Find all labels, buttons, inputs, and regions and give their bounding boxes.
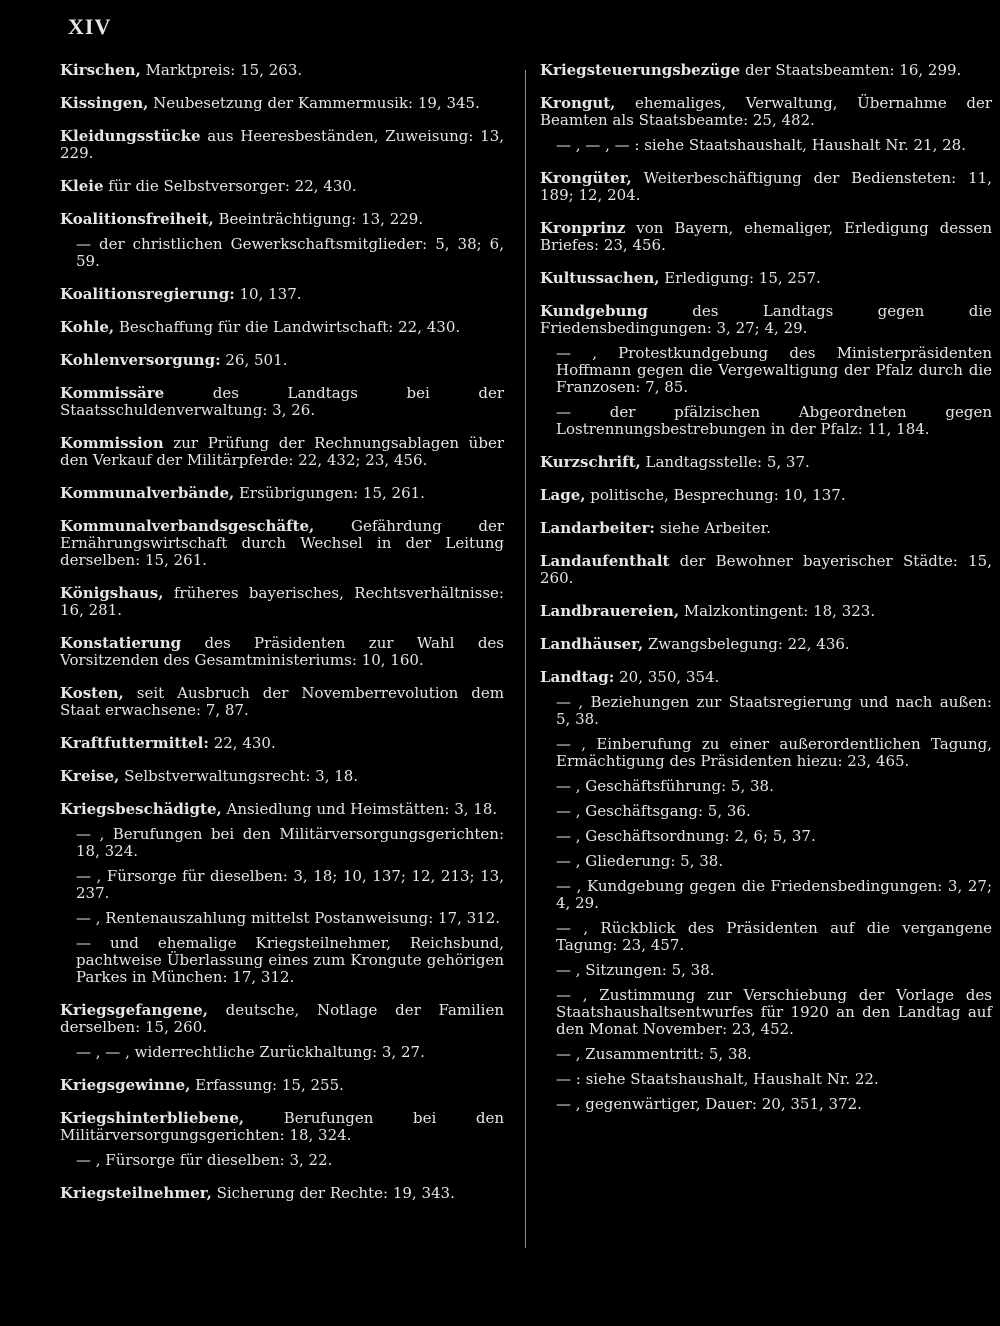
entry-text: — , Gliederung: 5, 38.	[556, 852, 724, 870]
entry-text: — , Protestkundgebung des Ministerpräsidenten Hoffmann gegen die Vergewaltigung der Pfalz durch die Franzosen: 7, 85.	[556, 344, 992, 396]
index-subentry	[540, 828, 992, 845]
entry-gap	[60, 270, 504, 286]
entry-text: siehe Arbeiter.	[654, 519, 771, 537]
entry-gap	[60, 569, 504, 585]
entry-gap	[540, 438, 992, 454]
entry-text: des Landtags bei der Staatsschuldenverwaltung: 3, 26.	[60, 384, 504, 419]
index-subentry	[540, 1046, 992, 1063]
index-entry	[60, 95, 504, 112]
entry-gap	[60, 303, 504, 319]
index-entry	[60, 768, 504, 785]
entry-text: — der pfälzischen Abgeordneten gegen Lostrennungsbestrebungen in der Pfalz: 11, 184.	[556, 403, 992, 438]
entry-text: — , Geschäftsführung: 5, 38.	[556, 777, 774, 795]
entry-gap	[60, 469, 504, 485]
entry-headword: Kleie	[60, 177, 104, 195]
index-entry	[60, 485, 504, 502]
index-entry	[540, 303, 992, 337]
index-subentry	[60, 935, 504, 986]
entry-headword: Kosten,	[60, 684, 124, 702]
entry-text: Malzkontingent: 18, 323.	[679, 602, 876, 620]
entry-gap	[60, 112, 504, 128]
index-column-left	[60, 62, 504, 1202]
index-entry	[540, 487, 992, 504]
entry-gap	[60, 986, 504, 1002]
entry-headword: Krongut,	[540, 94, 616, 112]
index-subentry	[540, 778, 992, 795]
entry-text: — , Zustimmung zur Verschiebung der Vorlage des Staatshaushaltsentwurfes für 1920 an den Landtag auf den Monat November: 23, 452.	[556, 986, 992, 1038]
index-subentry	[540, 404, 992, 438]
entry-text: Ansiedlung und Heimstätten: 3, 18.	[221, 800, 498, 818]
entry-headword: Königshaus,	[60, 584, 164, 602]
entry-text: Landtagsstelle: 5, 37.	[640, 453, 810, 471]
index-subentry	[540, 137, 992, 154]
index-entry	[60, 1077, 504, 1094]
entry-text: — , Geschäftsgang: 5, 36.	[556, 802, 751, 820]
entry-gap	[540, 254, 992, 270]
index-subentry	[540, 803, 992, 820]
index-entry	[60, 585, 504, 619]
entry-text: deutsche, Notlage der Familien derselben: 15, 260.	[60, 1001, 504, 1036]
index-entry	[60, 385, 504, 419]
index-entry	[60, 735, 504, 752]
index-subentry	[60, 868, 504, 902]
entry-text: für die Selbstversorger: 22, 430.	[103, 177, 357, 195]
index-entry	[60, 801, 504, 818]
entry-text: — , Sitzungen: 5, 38.	[556, 961, 715, 979]
index-entry	[540, 62, 992, 79]
entry-headword: Kissingen,	[60, 94, 149, 112]
entry-gap	[540, 79, 992, 95]
index-entry	[60, 635, 504, 669]
entry-text: früheres bayerisches, Rechtsverhältnisse: 16, 281.	[60, 584, 504, 619]
entry-text: — , — , — : siehe Staatshaushalt, Haushalt Nr. 21, 28.	[556, 136, 966, 154]
entry-headword: Kreise,	[60, 767, 120, 785]
entry-gap	[60, 752, 504, 768]
entry-text: — , Zusammentritt: 5, 38.	[556, 1045, 752, 1063]
entry-gap	[60, 1094, 504, 1110]
entry-text: der Bewohner bayerischer Städte: 15, 260.	[540, 552, 992, 587]
entry-text: Beschaffung für die Landwirtschaft: 22, 430.	[114, 318, 461, 336]
entry-text: Neubesetzung der Kammermusik: 19, 345.	[148, 94, 480, 112]
entry-headword: Landtag:	[540, 668, 615, 686]
entry-gap	[540, 154, 992, 170]
entry-text: — , Fürsorge für dieselben: 3, 22.	[76, 1151, 333, 1169]
entry-headword: Koalitionsfreiheit,	[60, 210, 214, 228]
entry-gap	[60, 336, 504, 352]
entry-gap	[540, 471, 992, 487]
entry-headword: Lage,	[540, 486, 586, 504]
entry-headword: Kirschen,	[60, 61, 141, 79]
entry-gap	[540, 620, 992, 636]
entry-text: Erfassung: 15, 255.	[190, 1076, 344, 1094]
entry-headword: Kommissäre	[60, 384, 165, 402]
entry-headword: Kriegsgewinne,	[60, 1076, 191, 1094]
index-entry	[540, 603, 992, 620]
entry-text: von Bayern, ehemaliger, Erledigung dessen Briefes: 23, 456.	[540, 219, 992, 254]
index-subentry	[540, 736, 992, 770]
entry-headword: Kommunalverbandsgeschäfte,	[60, 517, 315, 535]
index-entry	[60, 62, 504, 79]
entry-gap	[540, 587, 992, 603]
entry-text: — , — , widerrechtliche Zurückhaltung: 3, 27.	[76, 1043, 425, 1061]
entry-text: der Staatsbeamten: 16, 299.	[740, 61, 962, 79]
entry-text: — , Rückblick des Präsidenten auf die vergangene Tagung: 23, 457.	[556, 919, 992, 954]
entry-text: — , Beziehungen zur Staatsregierung und nach außen: 5, 38.	[556, 693, 992, 728]
index-subentry	[540, 1096, 992, 1113]
entry-headword: Landarbeiter:	[540, 519, 655, 537]
entry-headword: Kriegsteilnehmer,	[60, 1184, 212, 1202]
entry-gap	[540, 537, 992, 553]
index-entry	[540, 170, 992, 204]
entry-text: Marktpreis: 15, 263.	[140, 61, 303, 79]
index-entry	[540, 454, 992, 471]
entry-gap	[540, 204, 992, 220]
index-entry	[540, 553, 992, 587]
index-entry	[60, 1002, 504, 1036]
index-entry	[60, 352, 504, 369]
index-entry	[60, 518, 504, 569]
entry-gap	[60, 1061, 504, 1077]
entry-text: Berufungen bei den Militärversorgungsgerichten: 18, 324.	[60, 1109, 504, 1144]
index-subentry	[540, 345, 992, 396]
entry-gap	[60, 619, 504, 635]
index-subentry	[540, 1071, 992, 1088]
entry-text: — , Rentenauszahlung mittelst Postanweisung: 17, 312.	[76, 909, 501, 927]
index-entry	[60, 211, 504, 228]
entry-headword: Kriegsbeschädigte,	[60, 800, 222, 818]
entry-headword: Kurzschrift,	[540, 453, 641, 471]
index-entry	[540, 636, 992, 653]
index-column-right	[540, 62, 992, 1113]
entry-gap	[60, 719, 504, 735]
entry-headword: Kriegsgefangene,	[60, 1001, 208, 1019]
entry-gap	[60, 79, 504, 95]
entry-text: 22, 430.	[208, 734, 276, 752]
entry-headword: Kommunalverbände,	[60, 484, 235, 502]
index-subentry	[540, 694, 992, 728]
entry-headword: Kundgebung	[540, 302, 648, 320]
entry-text: — , Geschäftsordnung: 2, 6; 5, 37.	[556, 827, 816, 845]
entry-text: 26, 501.	[220, 351, 288, 369]
index-subentry	[60, 236, 504, 270]
entry-text: ehemaliges, Verwaltung, Übernahme der Beamten als Staatsbeamte: 25, 482.	[540, 94, 992, 129]
entry-headword: Konstatierung	[60, 634, 182, 652]
index-entry	[540, 520, 992, 537]
index-subentry	[60, 910, 504, 927]
entry-text: Gefährdung der Ernährungswirtschaft durch Wechsel in der Leitung derselben: 15, 261.	[60, 517, 504, 569]
entry-gap	[60, 669, 504, 685]
entry-gap	[60, 195, 504, 211]
entry-headword: Kriegsteuerungsbezüge	[540, 61, 741, 79]
entry-headword: Kohlenversorgung:	[60, 351, 221, 369]
column-divider	[525, 70, 526, 1248]
entry-text: politische, Besprechung: 10, 137.	[585, 486, 846, 504]
index-subentry	[540, 962, 992, 979]
index-entry	[60, 286, 504, 303]
entry-gap	[60, 785, 504, 801]
entry-headword: Krongüter,	[540, 169, 632, 187]
index-subentry	[540, 987, 992, 1038]
index-subentry	[540, 878, 992, 912]
entry-gap	[540, 287, 992, 303]
entry-text: — , gegenwärtiger, Dauer: 20, 351, 372.	[556, 1095, 862, 1113]
entry-text: — der christlichen Gewerkschaftsmitglieder: 5, 38; 6, 59.	[76, 235, 504, 270]
entry-text: aus Heeresbeständen, Zuweisung: 13, 229.	[60, 127, 504, 162]
entry-gap	[60, 1169, 504, 1185]
entry-text: Weiterbeschäftigung der Bediensteten: 11, 189; 12, 204.	[540, 169, 992, 204]
entry-text: Selbstverwaltungsrecht: 3, 18.	[119, 767, 359, 785]
entry-gap	[60, 502, 504, 518]
entry-text: 20, 350, 354.	[614, 668, 720, 686]
index-entry	[60, 685, 504, 719]
entry-text: Sicherung der Rechte: 19, 343.	[211, 1184, 455, 1202]
entry-gap	[540, 653, 992, 669]
entry-text: Ersübrigungen: 15, 261.	[234, 484, 425, 502]
entry-text: Beeinträchtigung: 13, 229.	[213, 210, 424, 228]
index-entry	[540, 220, 992, 254]
index-entry	[540, 95, 992, 129]
entry-headword: Kleidungsstücke	[60, 127, 201, 145]
page-number: XIV	[68, 14, 112, 39]
entry-text: — , Fürsorge für dieselben: 3, 18; 10, 137; 12, 213; 13, 237.	[76, 867, 504, 902]
entry-gap	[60, 369, 504, 385]
entry-headword: Koalitionsregierung:	[60, 285, 235, 303]
index-entry	[60, 128, 504, 162]
index-entry	[540, 270, 992, 287]
entry-gap	[60, 162, 504, 178]
index-subentry	[60, 826, 504, 860]
entry-text: zur Prüfung der Rechnungsablagen über den Verkauf der Militärpferde: 22, 432; 23, 456.	[60, 434, 504, 469]
entry-text: 10, 137.	[234, 285, 302, 303]
index-entry	[60, 1185, 504, 1202]
entry-headword: Kohle,	[60, 318, 115, 336]
entry-text: — , Berufungen bei den Militärversorgungsgerichten: 18, 324.	[76, 825, 504, 860]
index-subentry	[60, 1152, 504, 1169]
entry-gap	[540, 504, 992, 520]
entry-headword: Kommission	[60, 434, 164, 452]
entry-text: — , Kundgebung gegen die Friedensbedingungen: 3, 27; 4, 29.	[556, 877, 992, 912]
index-entry	[60, 319, 504, 336]
index-subentry	[540, 920, 992, 954]
index-entry	[60, 178, 504, 195]
entry-gap	[60, 419, 504, 435]
entry-headword: Kraftfuttermittel:	[60, 734, 209, 752]
index-subentry	[60, 1044, 504, 1061]
entry-text: seit Ausbruch der Novemberrevolution dem Staat erwachsene: 7, 87.	[60, 684, 504, 719]
entry-text: Zwangsbelegung: 22, 436.	[643, 635, 850, 653]
index-entry	[60, 1110, 504, 1144]
entry-text: — : siehe Staatshaushalt, Haushalt Nr. 22.	[556, 1070, 879, 1088]
entry-headword: Landhäuser,	[540, 635, 644, 653]
entry-headword: Landbrauereien,	[540, 602, 680, 620]
entry-text: des Präsidenten zur Wahl des Vorsitzenden des Gesamtministeriums: 10, 160.	[60, 634, 504, 669]
entry-headword: Kultussachen,	[540, 269, 660, 287]
entry-headword: Kronprinz	[540, 219, 626, 237]
index-entry	[540, 669, 992, 686]
entry-text: — , Einberufung zu einer außerordentlichen Tagung, Ermächtigung des Präsidenten hiezu: 23, 465.	[556, 735, 992, 770]
entry-text: — und ehemalige Kriegsteilnehmer, Reichsbund, pachtweise Überlassung eines zum Krongute gehörigen Parkes in München: 17, 312.	[76, 934, 504, 986]
entry-headword: Landaufenthalt	[540, 552, 670, 570]
entry-text: Erledigung: 15, 257.	[659, 269, 821, 287]
entry-text: des Landtags gegen die Friedensbedingungen: 3, 27; 4, 29.	[540, 302, 992, 337]
index-subentry	[540, 853, 992, 870]
entry-headword: Kriegshinterbliebene,	[60, 1109, 245, 1127]
index-entry	[60, 435, 504, 469]
